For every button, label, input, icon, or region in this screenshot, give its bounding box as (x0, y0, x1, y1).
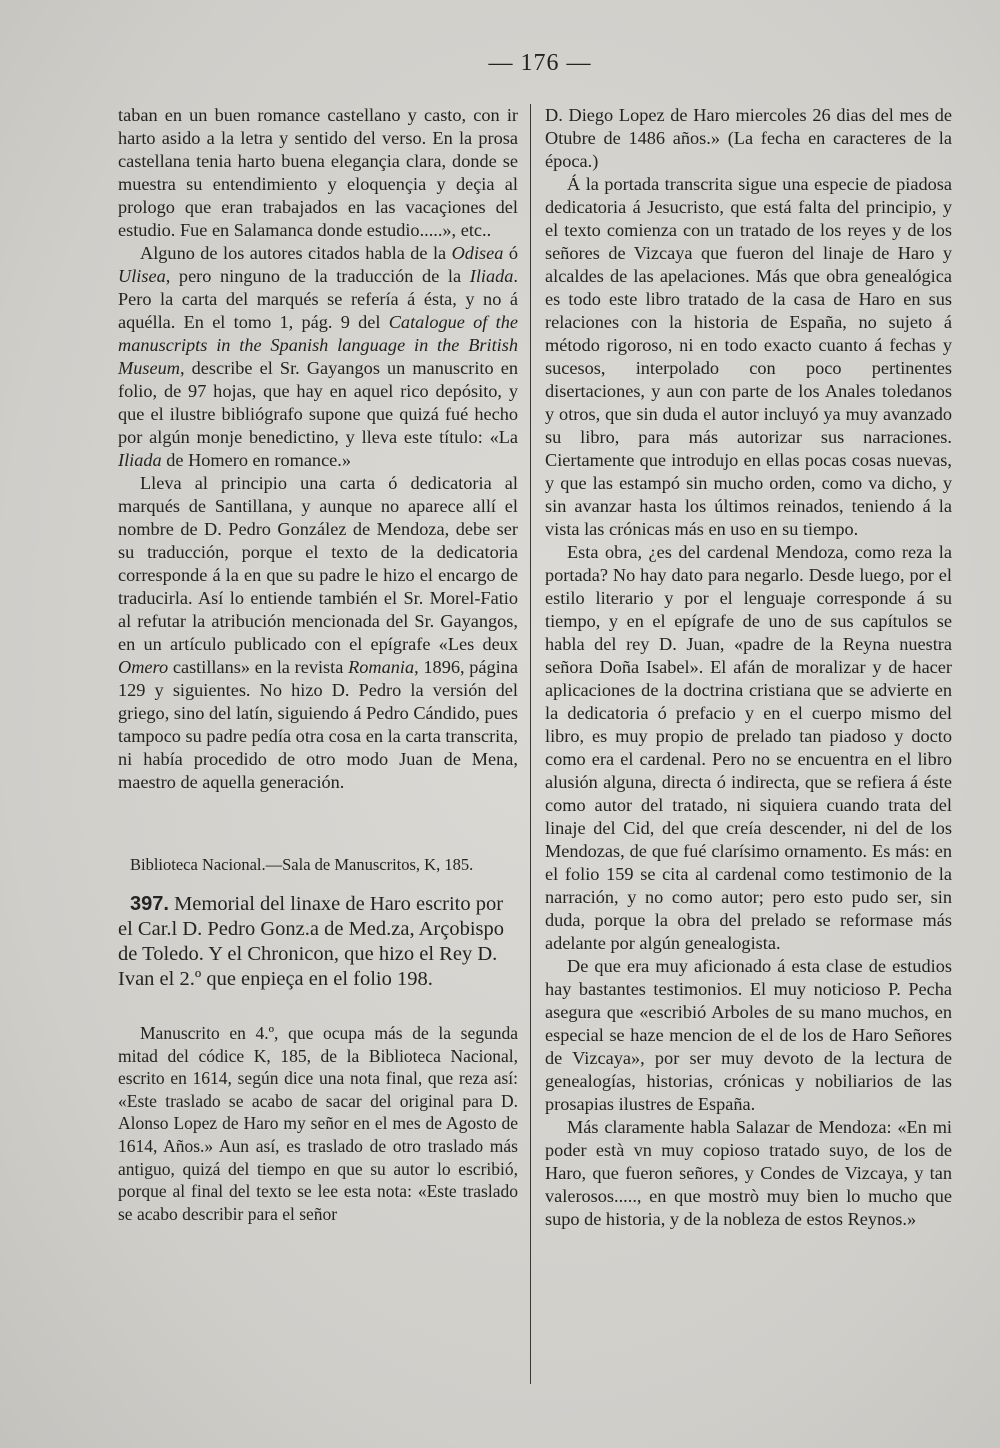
right-paragraph-2: Á la portada transcrita sigue una especie de piadosa dedicatoria á Jesucristo, que está falta del principio, y el texto comienza con un tratado de los reyes y de los señores de Vizcaya que fueron del linaje de Haro y alcaldes de las apelaciones. Más que obra genealógica es todo este libro tratado de la casa de Haro en sus relaciones con la historia de España, no sujeto á método rigoroso, ni en todo exacto cuanto á fechas y sucesos, interpolado con poco pertinentes disertaciones, y aun con parte de los Anales toledanos y otros, que sin duda el autor incluyó ya muy avanzado su libro, para más autorizar sus narraciones. Ciertamente que introdujo en ellas pocas cosas nuevas, y que las estampó sin mucho orden, como va dicho, y sin avanzar hasta los últimos reinados, teniendo á la vista las crónicas más en uso en su tiempo. (545, 174, 952, 539)
column-divider (530, 104, 531, 1384)
entry-title: Memorial del linaxe de Haro escrito por el Car.l D. Pedro Gonz.a de Med.za, Arçobispo de Toledo. Y el Chronicon, que hizo el Rey D. Ivan el 2.º que enpieça en el folio 198. (118, 893, 504, 990)
title-ulisea: Ulisea (118, 266, 166, 286)
title-odisea: Odisea (451, 243, 504, 263)
left-column (118, 104, 518, 1225)
title-omero: Omero (118, 657, 169, 677)
right-paragraph-3: Esta obra, ¿es del cardenal Mendoza, como reza la portada? No hay dato para negarlo. Desde luego, por el estilo literario y por el lenguaje corresponde á su tiempo, y en el epígrafe de uno de sus capítulos se habla del rey D. Juan, «padre de la Reyna nuestra señora Doña Isabel». El afán de moralizar y de hacer aplicaciones de la doctrina cristiana que se advierte en la dedicatoria ó prefacio y en el cuerpo mismo del libro, es muy propio de prelado tan piadoso y docto como era el cardenal. Pero no se encuentra en el libro alusión alguna, directa ó indirecta, que se refiera á éste como autor del tratado, ni siquiera cuando trata del linaje del Cid, del que creía descender, ni del de los Mendozas, de que fué clarísimo ornamento. Es más: en el folio 159 se cita al cardenal como testimonio de la narración, y no como autor; pero esto pudo ser, sin duda, porque la obra del prelado se reformase más adelante por algún genealogista. (545, 542, 952, 953)
library-reference: Biblioteca Nacional.—Sala de Manuscritos, K, 185. (130, 855, 474, 874)
title-iliada-2: Iliada (118, 450, 162, 470)
title-catalogue: Catalogue of the manuscripts in the Spanish language in the British Museum (118, 312, 518, 378)
left-paragraph-1: taban en un buen romance castellano y casto, con ir harto asido a la letra y sentido del verso. En la prosa castellana tenia harto buena elegançia clara, donde se muestra su entendimiento y eloquençia y deçia al prologo que eran trabajados en las vacaçiones del estudio. Fue en Salamanca donde estudio.....», etc.. (118, 105, 518, 240)
page-number: — 176 — (488, 50, 592, 76)
manuscript-description: Manuscrito en 4.º, que ocupa más de la segunda mitad del códice K, 185, de la Biblioteca Nacional, escrito en 1614, según dice una nota final, que reza así: «Este traslado se acabo de sacar del original para D. Alonso Lopez de Haro my señor en el mes de Agosto de 1614, Años.» Aun así, es traslado de otro traslado más antiguo, quizá del tiempo en que su autor lo escribió, porque al final del texto se lee esta nota: «Este traslado se acabo describir para el señor (118, 1023, 518, 1224)
catalog-entry (118, 892, 518, 992)
left-paragraph-3: Lleva al principio una carta ó dedicatoria al marqués de Santillana, y aunque no aparece allí el nombre de D. Pedro González de Mendoza, debe ser su traducción, porque el texto de la dedicatoria corresponde á la en que su padre le hizo el encargo de traducirla. Así lo entiende también el Sr. Morel-Fatio al refutar la atribución mencionada del Sr. Gayangos, en un artículo publicado con el epígrafe «Les deux Omero castillans» en la revista Romania, 1896, página 129 y siguientes. No hizo D. Pedro la versión del griego, sino del latín, siguiendo á Pedro Cándido, pues tampoco su padre pedía otra cosa en la carta transcrita, ni había procedido de otro modo Juan de Mena, maestro de aquella generación. (118, 473, 518, 792)
left-paragraph-2: Alguno de los autores citados habla de la Odisea ó Ulisea, pero ninguno de la traducción de la Iliada. Pero la carta del marqués se refería á ésta, y no á aquélla. En el tomo 1, pág. 9 del Catalogue of the manuscripts in the Spanish language in the British Museum, describe el Sr. Gayangos un manuscrito en folio, de 97 hojas, que hay en aquel rico depósito, y que el ilustre bibliógrafo supone que quizá fué hecho por algún monje benedictino, y lleva este título: «La Iliada de Homero en romance.» (118, 243, 518, 470)
right-paragraph-1: D. Diego Lopez de Haro miercoles 26 dias del mes de Otubre de 1486 años.» (La fecha en caracteres de la época.) (545, 105, 952, 171)
right-column (545, 104, 952, 1231)
title-romania: Romania (348, 657, 415, 677)
right-paragraph-5: Más claramente habla Salazar de Mendoza: «En mi poder està vn muy copioso tratado suyo, de los de Haro, que fueron señores, y Condes de Vizcaya, y tan valerosos....., en que mostrò muy bien lo mucho que supo de historia, y de la nobleza de estos Reynos.» (545, 1117, 952, 1229)
entry-number: 397. (130, 893, 169, 915)
right-paragraph-4: De que era muy aficionado á esta clase de estudios hay bastantes testimonios. El muy noticioso P. Pecha asegura que «escribió Arboles de su mano muchos, en especial se haze mencion de el de los de Haro Señores de Vizcaya», por ser muy devoto de la lectura de genealogías, historias, crónicas y nobiliarios de las prosapias ilustres de España. (545, 956, 952, 1114)
title-iliada: Iliada (469, 266, 514, 286)
